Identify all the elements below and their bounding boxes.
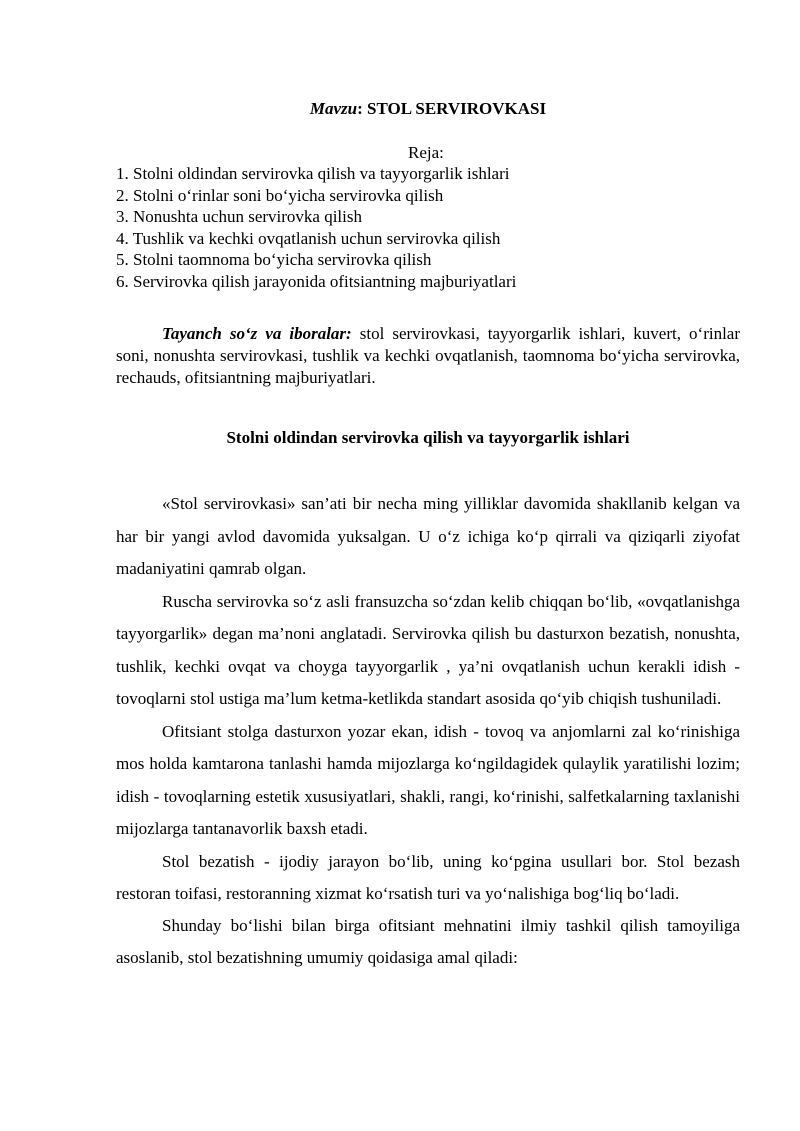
title-text: STOL SERVIROVKASI bbox=[367, 99, 547, 118]
title-label: Mavzu bbox=[309, 99, 358, 118]
plan-item: 1. Stolni oldindan servirovka qilish va tayyorgarlik ishlari bbox=[116, 164, 510, 183]
plan-heading: Reja: bbox=[408, 143, 444, 162]
keywords-label: Tayanch so‘z va iboralar: bbox=[162, 324, 352, 343]
plan-item: 6. Servirovka qilish jarayonida ofitsiantning majburiyatlari bbox=[116, 271, 517, 291]
body-paragraph: Shunday bo‘lishi bilan birga ofitsiant mehnatini ilmiy tashkil qilish tamoyiliga asoslanib, stol bezatishning umumiy qoidasiga amal qiladi: bbox=[116, 915, 740, 967]
body-paragraph: Ofitsiant stolga dasturxon yozar ekan, idish - tovoq va anjomlarni zal ko‘rinishiga mos holda kamtarona tanlashi hamda mijozlarga ko‘ngildagidek qulaylik yaratilishi lozim; idish - tovoqlarning estetik xususiyatlari, shakli, rangi, ko‘rinishi, salfetkalarning taxlanishi mijozlarga tantanavorlik baxsh etadi. bbox=[116, 721, 740, 838]
plan-item: 5. Stolni taomnoma bo‘yicha servirovka qilish bbox=[116, 250, 432, 269]
body-paragraph: Ruscha servirovka so‘z asli fransuzcha so‘zdan kelib chiqqan bo‘lib, «ovqatlanishga tayyorgarlik» degan ma’noni anglatadi. Servirovka qilish bu dasturxon bezatish, nonushta, tushlik, kechki ovqat va choyga tayyorgarlik , ya’ni ovqatlanish uchun kerakli idish - tovoqlarni stol ustiga ma’lum ketma-ketlikda standart asosida qo‘yib chiqish tushuniladi. bbox=[116, 591, 740, 708]
plan-list bbox=[116, 163, 516, 292]
plan-item: 4. Tushlik va kechki ovqatlanish uchun servirovka qilish bbox=[116, 228, 501, 248]
body-text bbox=[116, 488, 740, 974]
section-heading: Stolni oldindan servirovka qilish va tayyorgarlik ishlari bbox=[226, 428, 630, 447]
body-paragraph: Stol bezatish - ijodiy jarayon bo‘lib, uning ko‘pgina usullari bor. Stol bezash restoran toifasi, restoranning xizmat ko‘rsatish turi va yo‘nalishiga bog‘liq bo‘ladi. bbox=[116, 851, 740, 903]
keywords-paragraph bbox=[116, 323, 740, 389]
plan-item: 3. Nonushta uchun servirovka qilish bbox=[116, 207, 362, 226]
document-title bbox=[28, 99, 800, 119]
title-separator: : bbox=[357, 99, 368, 118]
keywords-text: stol servirovkasi, tayyorgarlik ishlari, kuvert, o‘rinlar soni, nonushta servirovkasi, tushlik va kechki ovqatlanish, taomnoma bo‘yicha servirovka, rechauds, ofitsiantning majburiyatlari. bbox=[116, 324, 741, 387]
plan-item: 2. Stolni o‘rinlar soni bo‘yicha servirovka qilish bbox=[116, 185, 444, 205]
body-paragraph: «Stol servirovkasi» san’ati bir necha ming yilliklar davomida shakllanib kelgan va har bir yangi avlod davomida yuksalgan. U o‘z ichiga ko‘p qirrali va qiziqarli ziyofat madaniyatini qamrab olgan. bbox=[116, 494, 740, 578]
